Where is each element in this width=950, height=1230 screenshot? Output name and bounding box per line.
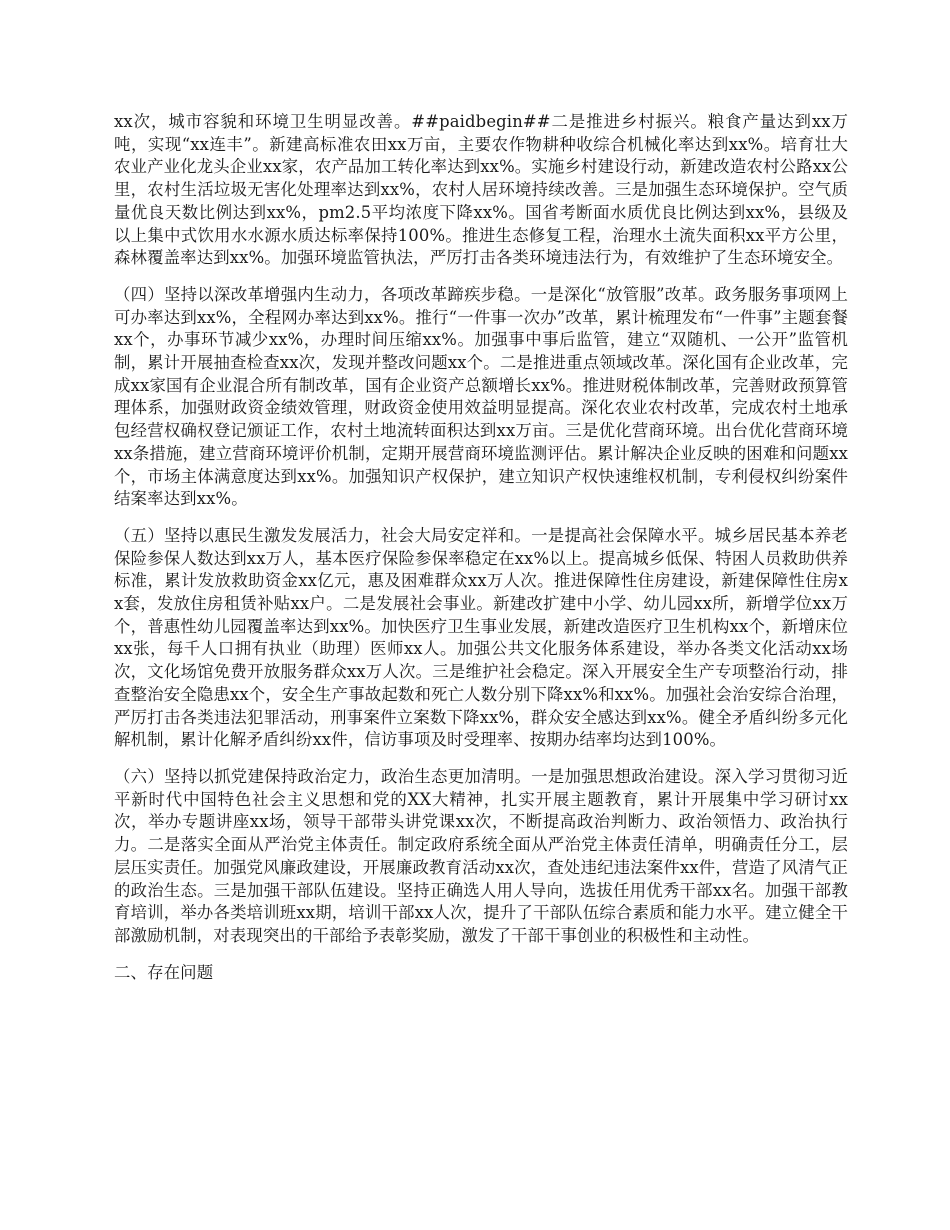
section-heading-problems: 二、存在问题	[114, 962, 214, 982]
paragraph-livelihood: （五）坚持以惠民生激发发展活力，社会大局安定祥和。一是提高社会保障水平。城乡居民基本养老保险参保人数达到xx万人，基本医疗保险参保率稳定在xx%以上。提高城乡低保、特困人员救助供养标准，累计发放救助资金xx亿元，惠及困难群众xx万人次。推进保障性住房建设，新建保障性住房xx套，发放住房租赁补贴xx户。二是发展社会事业。新建改扩建中小学、幼儿园xx所，新增学位xx万个，普惠性幼儿园覆盖率达到xx%。加快医疗卫生事业发展，新建改造医疗卫生机构xx个，新增床位xx张，每千人口拥有执业（助理）医师xx人。加强公共文化服务体系建设，举办各类文化活动xx场次，文化场馆免费开放服务群众xx万人次。三是维护社会稳定。深入开展安全生产专项整治行动，排查整治安全隐患xx个，安全生产事故起数和死亡人数分别下降xx%和xx%。加强社会治安综合治理，严厉打击各类违法犯罪活动，刑事案件立案数下降xx%，群众安全感达到xx%。健全矛盾纠纷多元化解机制，累计化解矛盾纠纷xx件，信访事项及时受理率、按期办结率均达到100%。	[114, 525, 848, 750]
paragraph-rural-ecology: xx次，城市容貌和环境卫生明显改善。##paidbegin##二是推进乡村振兴。粮食产量达到xx万吨，实现“xx连丰”。新建高标准农田xx万亩，主要农作物耕种收综合机械化率达到xx%。培育壮大农业产业化龙头企业xx家，农产品加工转化率达到xx%。实施乡村建设行动，新建改造农村公路xx公里，农村生活垃圾无害化处理率达到xx%，农村人居环境持续改善。三是加强生态环境保护。空气质量优良天数比例达到xx%，pm2.5平均浓度下降xx%。国省考断面水质优良比例达到xx%，县级及以上集中式饮用水水源水质达标率保持100%。推进生态修复工程，治理水土流失面积xx平方公里，森林覆盖率达到xx%。加强环境监管执法，严厉打击各类环境违法行为，有效维护了生态环境安全。	[114, 112, 848, 268]
paragraph-party-building: （六）坚持以抓党建保持政治定力，政治生态更加清明。一是加强思想政治建设。深入学习贯彻习近平新时代中国特色社会主义思想和党的XX大精神，扎实开展主题教育，累计开展集中学习研讨xx次，举办专题讲座xx场，领导干部带头讲党课xx次，不断提高政治判断力、政治领悟力、政治执行力。二是落实全面从严治党主体责任。制定政府系统全面从严治党主体责任清单，明确责任分工，层层压实责任。加强党风廉政建设，开展廉政教育活动xx次，查处违纪违法案件xx件，营造了风清气正的政治生态。三是加强干部队伍建设。坚持正确选人用人导向，选拔任用优秀干部xx名。加强干部教育培训，举办各类培训班xx期，培训干部xx人次，提升了干部队伍综合素质和能力水平。建立健全干部激励机制，对表现突出的干部给予表彰奖励，激发了干部干事创业的积极性和主动性。	[114, 766, 848, 945]
document-body	[114, 111, 848, 998]
paragraph-reform: （四）坚持以深改革增强内生动力，各项改革蹄疾步稳。一是深化“放管服”改革。政务服务事项网上可办率达到xx%，全程网办率达到xx%。推行“一件事一次办”改革，累计梳理发布“一件事”主题套餐xx个，办事环节减少xx%，办理时间压缩xx%。加强事中事后监管，建立“双随机、一公开”监管机制，累计开展抽查检查xx次，发现并整改问题xx个。二是推进重点领域改革。深化国有企业改革，完成xx家国有企业混合所有制改革，国有企业资产总额增长xx%。推进财税体制改革，完善财政预算管理体系，加强财政资金绩效管理，财政资金使用效益明显提高。深化农业农村改革，完成农村土地承包经营权确权登记颁证工作，农村土地流转面积达到xx万亩。三是优化营商环境。出台优化营商环境xx条措施，建立营商环境评价机制，定期开展营商环境监测评估。累计解决企业反映的困难和问题xx个，市场主体满意度达到xx%。加强知识产权保护，建立知识产权快速维权机制，专利侵权纠纷案件结案率达到xx%。	[114, 284, 848, 509]
